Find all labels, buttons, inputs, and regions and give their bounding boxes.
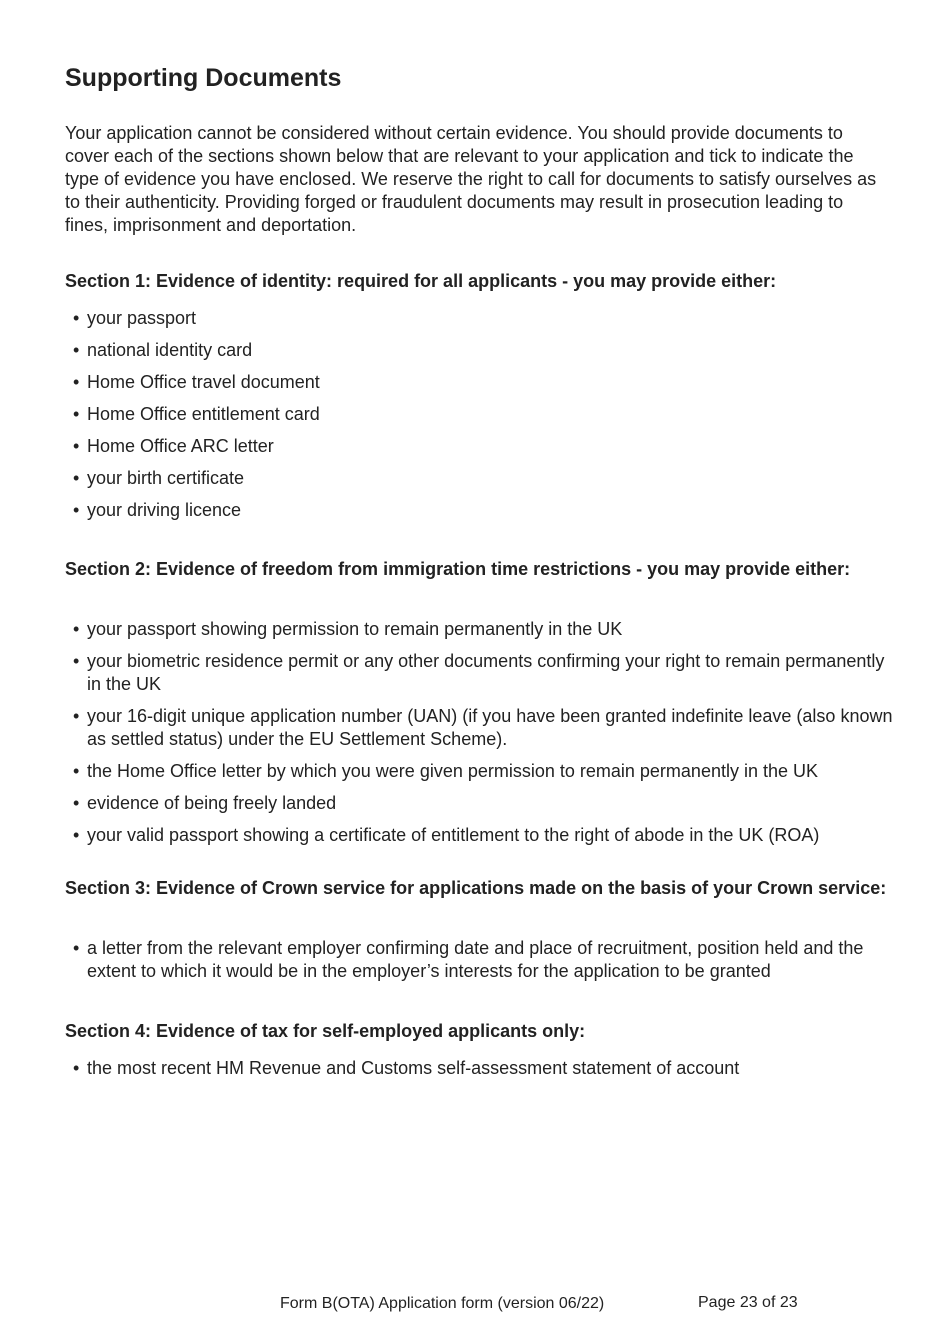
bullet-icon: •: [73, 500, 80, 520]
list-item-text: your 16-digit unique application number (UAN) (if you have been granted indefinite leave (also known as settled status) under the EU Settlement Scheme).: [87, 706, 893, 749]
section-2-list: [65, 618, 895, 856]
list-item-text: your birth certificate: [87, 468, 245, 488]
section-3-list: [65, 937, 895, 992]
list-item: [65, 937, 895, 983]
list-item: [65, 1057, 895, 1080]
bullet-icon: •: [73, 1058, 80, 1078]
section-1-heading: Section 1: Evidence of identity: required for all applicants - you may provide either:: [65, 271, 777, 291]
list-item: [65, 792, 895, 815]
bullet-icon: •: [73, 761, 80, 781]
page-title: Supporting Documents: [65, 64, 342, 92]
list-item: [65, 307, 895, 330]
section-1-list: [65, 307, 895, 531]
list-item: [65, 499, 895, 522]
section-4-list: [65, 1057, 895, 1089]
list-item-text: Home Office travel document: [87, 372, 320, 392]
list-item-text: evidence of being freely landed: [87, 793, 337, 813]
bullet-icon: •: [73, 706, 80, 726]
bullet-icon: •: [73, 436, 80, 456]
section-3-heading: Section 3: Evidence of Crown service for applications made on the basis of your Crown service:: [65, 878, 887, 898]
list-item-text: your passport: [87, 308, 197, 328]
section-2-heading: Section 2: Evidence of freedom from immigration time restrictions - you may provide either:: [65, 559, 851, 579]
list-item-text: Home Office entitlement card: [87, 404, 320, 424]
list-item: [65, 618, 895, 641]
list-item-text: a letter from the relevant employer confirming date and place of recruitment, position held and the extent to which it would be in the employer’s interests for the application to be granted: [87, 938, 864, 981]
bullet-icon: •: [73, 372, 80, 392]
list-item-text: your valid passport showing a certificate of entitlement to the right of abode in the UK (ROA): [87, 825, 820, 845]
list-item: [65, 650, 895, 696]
list-item: [65, 824, 895, 847]
footer-form-name: Form B(OTA) Application form (version 06/22): [280, 1295, 605, 1312]
bullet-icon: •: [73, 468, 80, 488]
list-item: [65, 760, 895, 783]
bullet-icon: •: [73, 308, 80, 328]
bullet-icon: •: [73, 619, 80, 639]
bullet-icon: •: [73, 404, 80, 424]
bullet-icon: •: [73, 793, 80, 813]
list-item-text: your passport showing permission to remain permanently in the UK: [87, 619, 623, 639]
bullet-icon: •: [73, 825, 80, 845]
list-item-text: national identity card: [87, 340, 253, 360]
list-item: [65, 371, 895, 394]
list-item: [65, 403, 895, 426]
bullet-icon: •: [73, 651, 80, 671]
list-item-text: the most recent HM Revenue and Customs self-assessment statement of account: [87, 1058, 740, 1078]
bullet-icon: •: [73, 938, 80, 958]
list-item: [65, 339, 895, 362]
bullet-icon: •: [73, 340, 80, 360]
intro-paragraph: Your application cannot be considered without certain evidence. You should provide documents to cover each of the sections shown below that are relevant to your application and tick to indicate the type of evidence you have enclosed. We reserve the right to call for documents to satisfy ourselves as to their authenticity. Providing forged or fraudulent documents may result in prosecution leading to fines, imprisonment and deportation.: [65, 123, 877, 235]
list-item-text: your biometric residence permit or any other documents confirming your right to remain permanently in the UK: [87, 651, 885, 694]
list-item-text: the Home Office letter by which you were given permission to remain permanently in the UK: [87, 761, 819, 781]
section-4-heading: Section 4: Evidence of tax for self-employed applicants only:: [65, 1021, 586, 1041]
list-item: [65, 435, 895, 458]
footer-page-number: Page 23 of 23: [698, 1294, 798, 1311]
list-item-text: Home Office ARC letter: [87, 436, 274, 456]
list-item-text: your driving licence: [87, 500, 242, 520]
list-item: [65, 467, 895, 490]
list-item: [65, 705, 895, 751]
